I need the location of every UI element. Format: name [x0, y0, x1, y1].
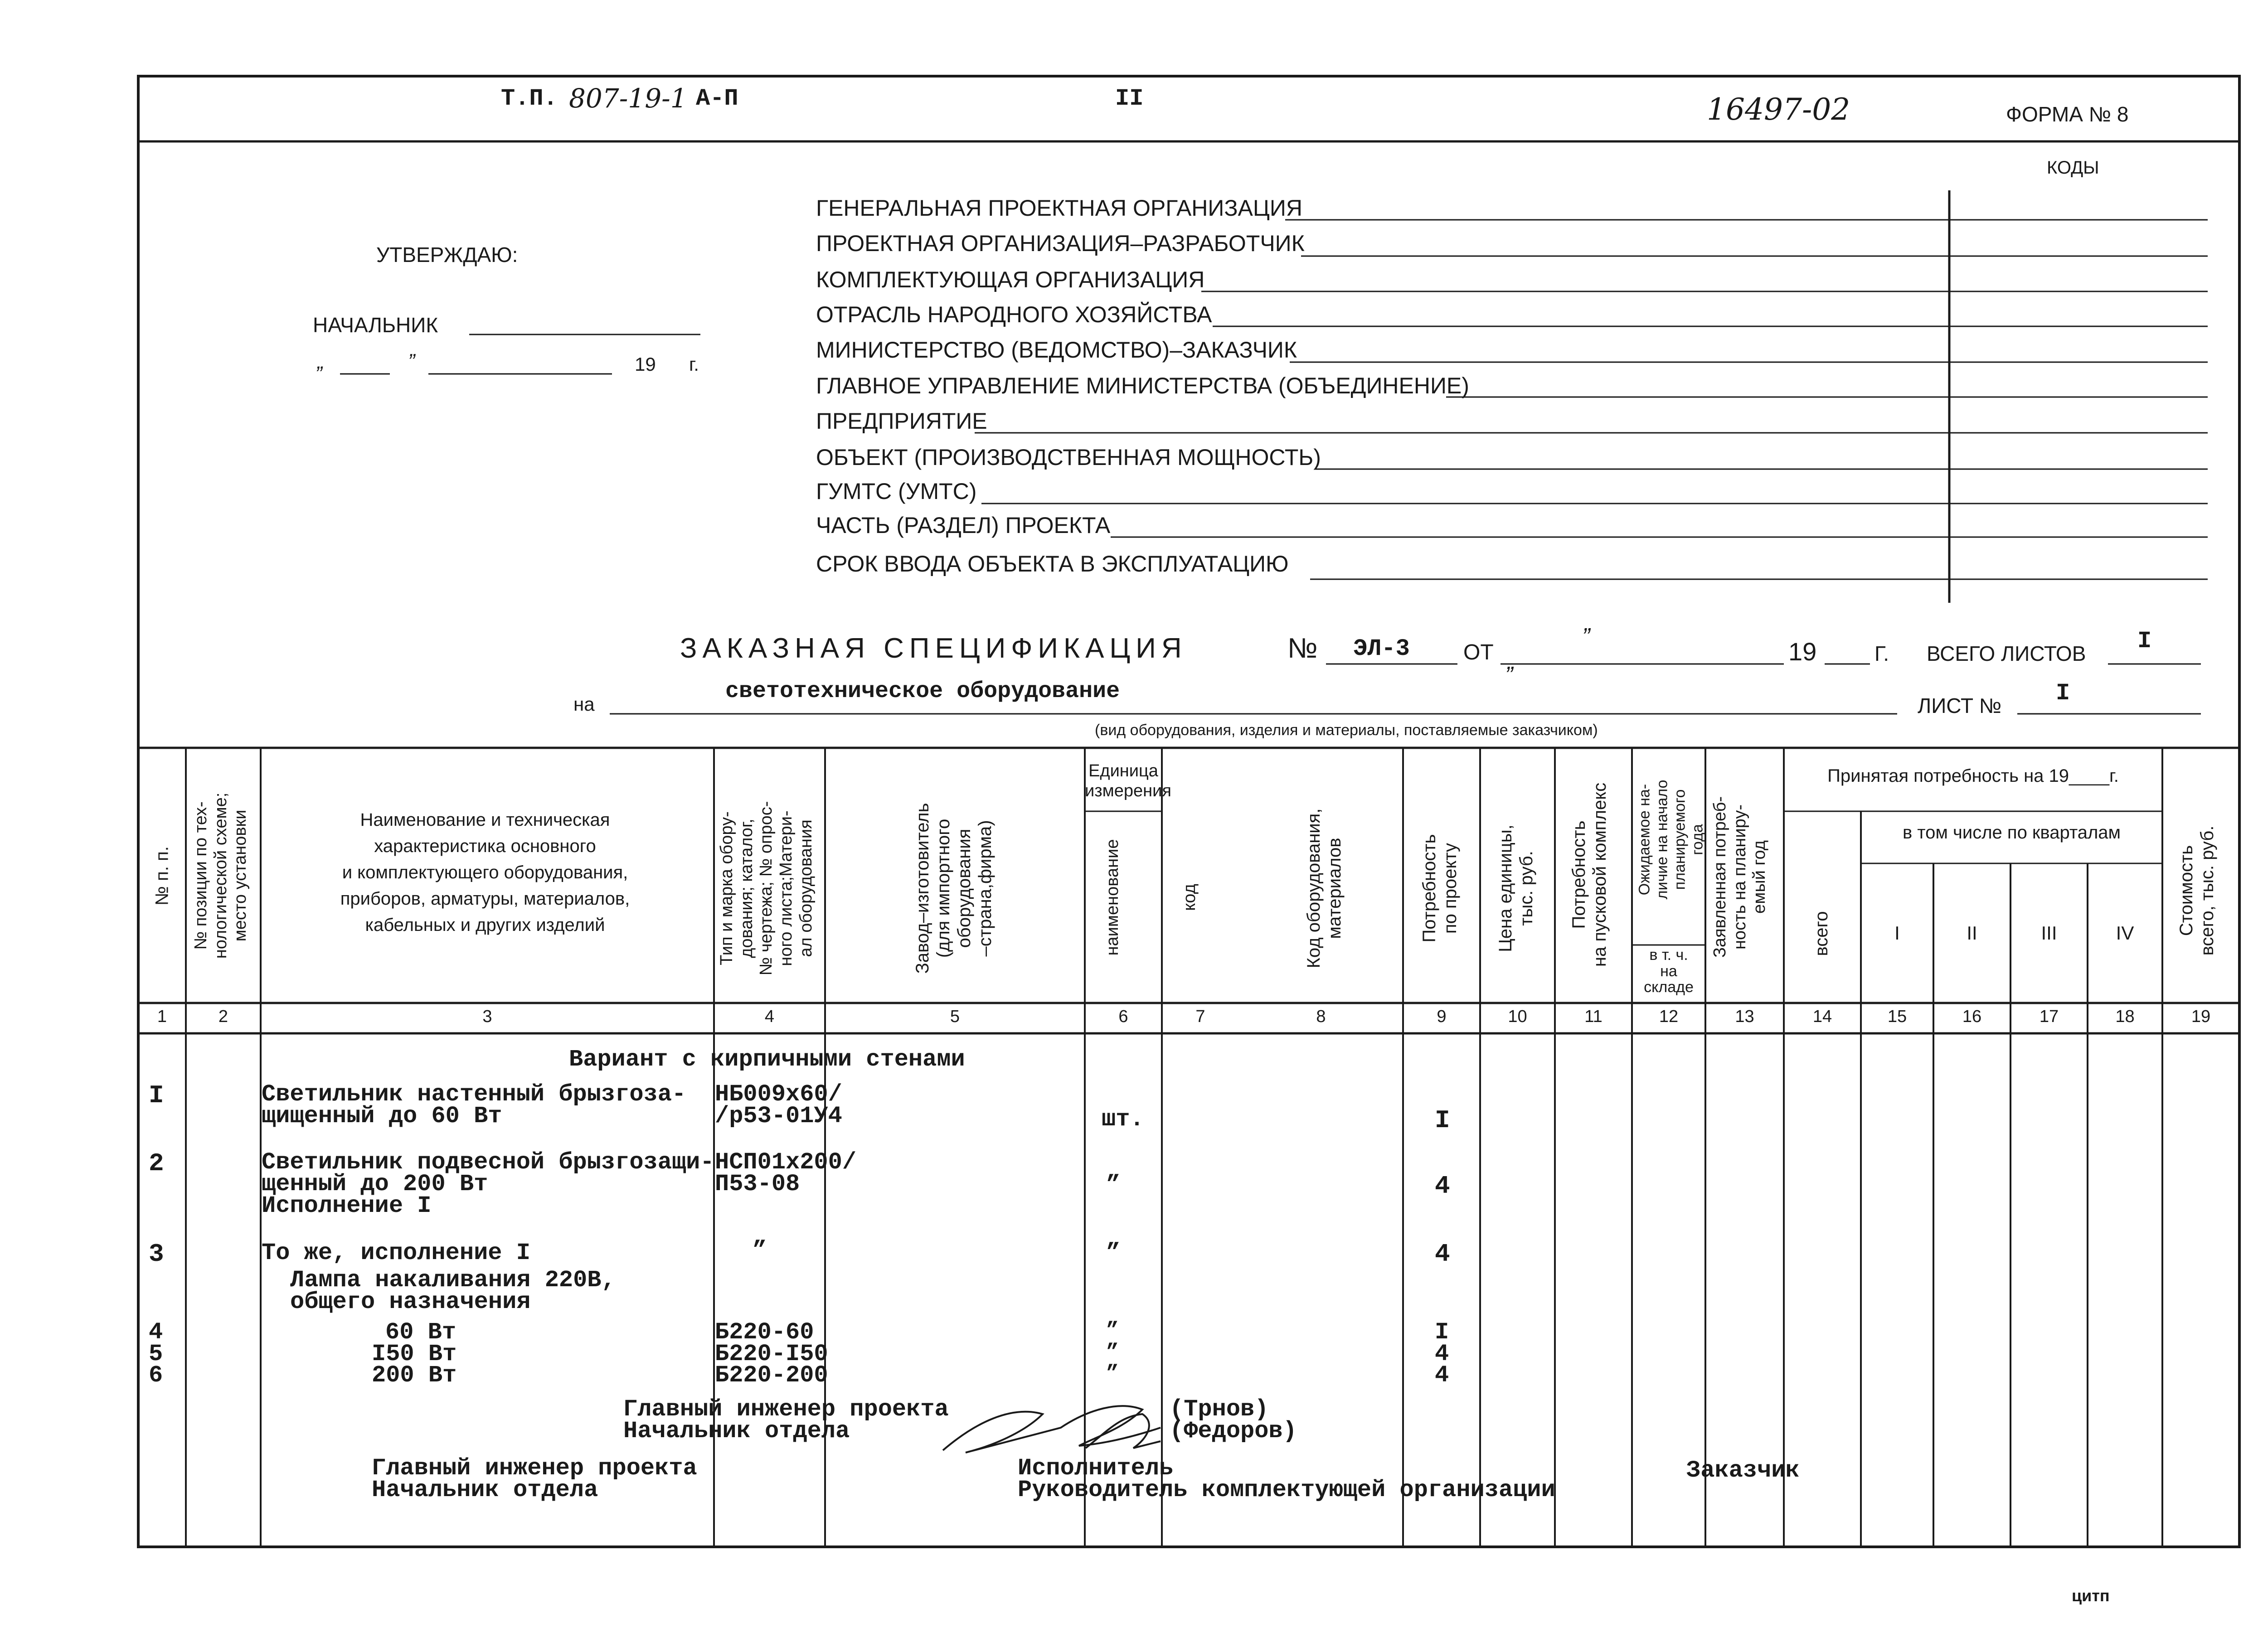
codes-label: КОДЫ [2047, 158, 2099, 178]
col-num-11: 11 [1584, 1007, 1603, 1026]
row-4-name: 60 Вт [385, 1319, 456, 1346]
sign-dept-head: Начальник отдела [623, 1418, 850, 1444]
col-header-4: Тип и марка обору- дования; каталог, № чертежа; № опрос- ного листа;Матери- ал оборудования [717, 801, 816, 976]
col-header-3: Наименование и техническая характеристика основного и комплектующего оборудования, приборов, арматуры, материалов, кабельных и других изделий [340, 810, 630, 935]
approval-year-suffix: г. [689, 354, 699, 375]
document-number: 16497-02 [1707, 92, 1850, 127]
row-1-unit: шт. [1102, 1106, 1144, 1133]
col-header-q3: III [2041, 922, 2057, 944]
quarters-header: в том числе по кварталам [1902, 823, 2121, 843]
row-5-unit: ” [1106, 1341, 1119, 1364]
col-num-12: 12 [1659, 1007, 1679, 1026]
row-3-number: 3 [149, 1240, 164, 1269]
col-header-7: код [1180, 884, 1199, 911]
chief-label: НАЧАЛЬНИК [313, 313, 438, 337]
tp-number: 807-19-1 [569, 83, 687, 114]
org-object: ОБЪЕКТ (ПРОИЗВОДСТВЕННАЯ МОЩНОСТЬ) [816, 445, 1321, 470]
row-1-name-line1: Светильник настенный брызгоза- [262, 1081, 686, 1108]
col-header-13: Заявленная потреб- ность на планиру- емый год [1710, 796, 1769, 958]
row-5-name: I50 Вт [372, 1341, 457, 1367]
col-num-15: 15 [1887, 1007, 1907, 1026]
org-industry: ОТРАСЛЬ НАРОДНОГО ХОЗЯЙСТВА [816, 302, 1212, 327]
col-header-12b: в т. ч. на складе [1644, 946, 1694, 996]
spec-title: ЗАКАЗНАЯ СПЕЦИФИКАЦИЯ [680, 633, 1187, 664]
row-2-name-line2: щенный до 200 Вт [262, 1171, 488, 1197]
row-2-type-line1: НСП01х200/ [715, 1149, 857, 1176]
org-ministry: МИНИСТЕРСТВО (ВЕДОМСТВО)–ЗАКАЗЧИК [816, 337, 1297, 363]
sheet-label: ЛИСТ № [1918, 694, 2002, 717]
row-3-quantity: 4 [1435, 1240, 1450, 1269]
spec-year: 19 [1788, 637, 1817, 666]
row-2-name-line1: Светильник подвесной брызгозащи- [262, 1149, 714, 1176]
col-header-11: Потребность на пусковой комплекс [1569, 782, 1610, 967]
org-completing: КОМПЛЕКТУЮЩАЯ ОРГАНИЗАЦИЯ [816, 267, 1205, 292]
footer-mark: цитп [2072, 1586, 2110, 1605]
row-1-name-line2: щищенный до 60 Вт [262, 1103, 502, 1129]
col-header-5: Завод–изготовитель (для импортного оборудования –страна,фирма) [913, 803, 995, 974]
row-3-unit: ” [1106, 1240, 1121, 1266]
sign-customer: Заказчик [1686, 1457, 1800, 1484]
row-2-quantity: 4 [1435, 1172, 1450, 1201]
row-5-number: 5 [149, 1341, 163, 1367]
spec-quote-2: ” [1505, 662, 1513, 688]
sign-chief-engineer-2: Главный инженер проекта [372, 1455, 697, 1482]
on-label: на [573, 693, 595, 715]
col-num-4: 4 [764, 1007, 775, 1026]
approve-label: УТВЕРЖДАЮ: [376, 243, 518, 266]
signature [943, 1406, 1161, 1453]
sign-name-2: (Федоров) [1170, 1418, 1297, 1444]
sign-chief-engineer: Главный инженер проекта [623, 1396, 949, 1423]
org-project-part: ЧАСТЬ (РАЗДЕЛ) ПРОЕКТА [816, 513, 1111, 538]
col-num-7: 7 [1195, 1007, 1205, 1026]
lamp-heading-line2: общего назначения [290, 1289, 531, 1315]
row-6-type: Б220-200 [715, 1362, 828, 1389]
row-1-type-line1: НБ009х60/ [715, 1081, 842, 1108]
row-2-unit: ” [1106, 1172, 1121, 1198]
lamp-heading-line1: Лампа накаливания 220В, [290, 1267, 616, 1294]
col-num-16: 16 [1962, 1007, 1982, 1026]
form-number: ФОРМА № 8 [2006, 102, 2129, 126]
row-2-number: 2 [149, 1149, 164, 1178]
spec-quote-1: ” [1582, 624, 1590, 650]
tp-prefix: Т.П. [501, 85, 558, 112]
row-2-name-line3: Исполнение I [262, 1192, 432, 1219]
org-commission-date: СРОК ВВОДА ОБЪЕКТА В ЭКСПЛУАТАЦИЮ [816, 551, 1289, 577]
row-6-number: 6 [149, 1362, 163, 1389]
variant-heading: Вариант с кирпичными стенами [569, 1046, 965, 1073]
row-6-name: 200 Вт [372, 1362, 457, 1389]
org-gumts: ГУМТС (УМТС) [816, 479, 977, 504]
row-3-name-line1: То же, исполнение I [262, 1240, 530, 1266]
col-header-q2: II [1967, 922, 1977, 944]
sign-executor: Исполнитель [1018, 1455, 1174, 1482]
col-num-14: 14 [1812, 1007, 1832, 1026]
col-header-10: Цена единицы, тыс. руб. [1496, 824, 1536, 952]
col-num-2: 2 [218, 1007, 228, 1026]
col-header-9: Потребность по проекту [1419, 834, 1460, 943]
row-4-type: Б220-60 [715, 1319, 814, 1346]
col-num-6: 6 [1118, 1007, 1128, 1026]
col-header-19: Стоимость всего, тыс. руб. [2176, 825, 2217, 956]
col-num-10: 10 [1508, 1007, 1527, 1026]
col-num-18: 18 [2115, 1007, 2135, 1026]
sign-org-head: Руководитель комплектующей организации [1018, 1477, 1555, 1503]
sign-name-1: (Трнов) [1170, 1396, 1269, 1423]
sheet-number: I [2056, 680, 2070, 707]
row-1-number: I [149, 1081, 164, 1110]
col-header-14: всего [1811, 911, 1831, 956]
date-open-quote: „ [317, 349, 325, 373]
row-2-type-line2: П53-08 [715, 1171, 800, 1197]
spec-number-label: № [1287, 633, 1318, 664]
col-num-5: 5 [950, 1007, 960, 1026]
section-number: II [1115, 85, 1144, 112]
col-header-q1: I [1894, 922, 1900, 944]
spec-year-suffix: Г. [1875, 642, 1889, 665]
row-5-quantity: 4 [1435, 1341, 1449, 1367]
sign-dept-head-2: Начальник отдела [372, 1477, 598, 1503]
unit-header: Единица измерения [1085, 761, 1171, 800]
approval-year: 19 [635, 354, 656, 375]
col-num-1: 1 [157, 1007, 167, 1026]
tp-suffix: А-П [696, 85, 738, 112]
org-main-directorate: ГЛАВНОЕ УПРАВЛЕНИЕ МИНИСТЕРСТВА (ОБЪЕДИНЕНИЕ) [816, 373, 1469, 398]
total-sheets-label: ВСЕГО ЛИСТОВ [1927, 642, 2086, 665]
row-4-unit: ” [1106, 1319, 1119, 1342]
row-6-unit: ” [1106, 1362, 1119, 1386]
row-1-type-line2: /р53-01У4 [715, 1103, 842, 1129]
row-6-quantity: 4 [1435, 1362, 1449, 1389]
col-num-17: 17 [2039, 1007, 2059, 1026]
col-header-2: № позиции по тех- нологической схеме; место установки [191, 792, 250, 959]
row-5-type: Б220-I50 [715, 1341, 828, 1367]
org-project-developer: ПРОЕКТНАЯ ОРГАНИЗАЦИЯ–РАЗРАБОТЧИК [816, 231, 1305, 256]
col-header-12a: Ожидаемое на- личие на начало планируемого года [1636, 780, 1706, 900]
col-num-3: 3 [482, 1007, 492, 1026]
date-close-quote: ” [408, 349, 415, 373]
col-num-19: 19 [2191, 1007, 2211, 1026]
spec-subject: светотехническое оборудование [725, 678, 1120, 704]
col-header-q4: IV [2116, 922, 2134, 944]
col-num-13: 13 [1735, 1007, 1754, 1026]
col-header-6: наименование [1103, 839, 1122, 956]
row-3-type: ” [753, 1237, 767, 1264]
total-sheets: I [2137, 628, 2152, 654]
spec-number: ЭЛ-3 [1353, 635, 1410, 662]
col-num-9: 9 [1437, 1007, 1447, 1026]
spec-from-label: ОТ [1463, 640, 1494, 664]
row-1-quantity: I [1435, 1106, 1450, 1135]
row-4-number: 4 [149, 1319, 163, 1346]
row-4-quantity: I [1435, 1319, 1449, 1346]
org-enterprise: ПРЕДПРИЯТИЕ [816, 408, 987, 434]
org-general-project: ГЕНЕРАЛЬНАЯ ПРОЕКТНАЯ ОРГАНИЗАЦИЯ [816, 195, 1302, 221]
col-header-8: Код оборудования, материалов [1304, 808, 1345, 969]
accepted-header: Принятая потребность на 19____г. [1827, 766, 2119, 786]
col-num-8: 8 [1316, 1007, 1326, 1026]
spec-note: (вид оборудования, изделия и материалы, поставляемые заказчиком) [1095, 722, 1598, 739]
col-header-1: № п. п. [152, 846, 172, 906]
